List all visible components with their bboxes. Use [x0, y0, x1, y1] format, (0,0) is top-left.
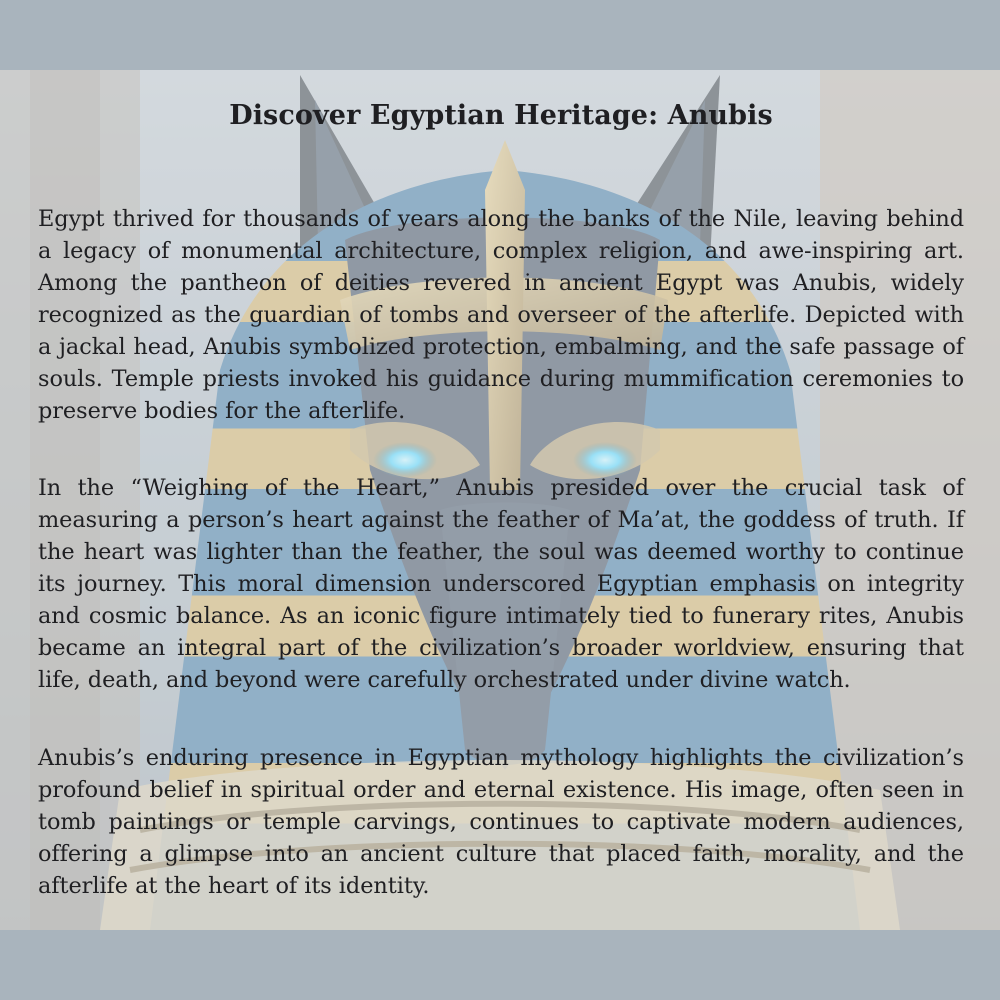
top-frame-band	[0, 0, 1000, 70]
poster	[0, 70, 1000, 930]
paragraph-2: In the “Weighing of the Heart,” Anubis presided over the crucial task of measuring a person’s heart against the feather of Ma’at, the goddess of truth. If the heart was lighter than the feather, the soul was deemed worthy to continue its journey. This moral dimension underscored Egyptian emphasis on integrity and cosmic balance. As an iconic figure intimately tied to funerary rites, Anubis became an integral part of the civilization’s broader worldview, ensuring that life, death, and beyond were carefully orchestrated under divine watch.	[38, 475, 964, 693]
article	[38, 70, 964, 930]
page-title: Discover Egyptian Heritage: Anubis	[229, 100, 773, 131]
bottom-frame-band	[0, 930, 1000, 1000]
paragraph-1: Egypt thrived for thousands of years along the banks of the Nile, leaving behind a legacy of monumental architecture, complex religion, and awe-inspiring art. Among the pantheon of deities revered in ancient Egypt was Anubis, widely recognized as the guardian of tombs and overseer of the afterlife. Depicted with a jackal head, Anubis symbolized protection, embalming, and the safe passage of souls. Temple priests invoked his guidance during mummification ceremonies to preserve bodies for the afterlife.	[38, 206, 964, 424]
paragraph-3: Anubis’s enduring presence in Egyptian mythology highlights the civilization’s profound belief in spiritual order and eternal existence. His image, often seen in tomb paintings or temple carvings, continues to captivate modern audiences, offering a glimpse into an ancient culture that placed faith, morality, and the afterlife at the heart of its identity.	[38, 745, 964, 899]
